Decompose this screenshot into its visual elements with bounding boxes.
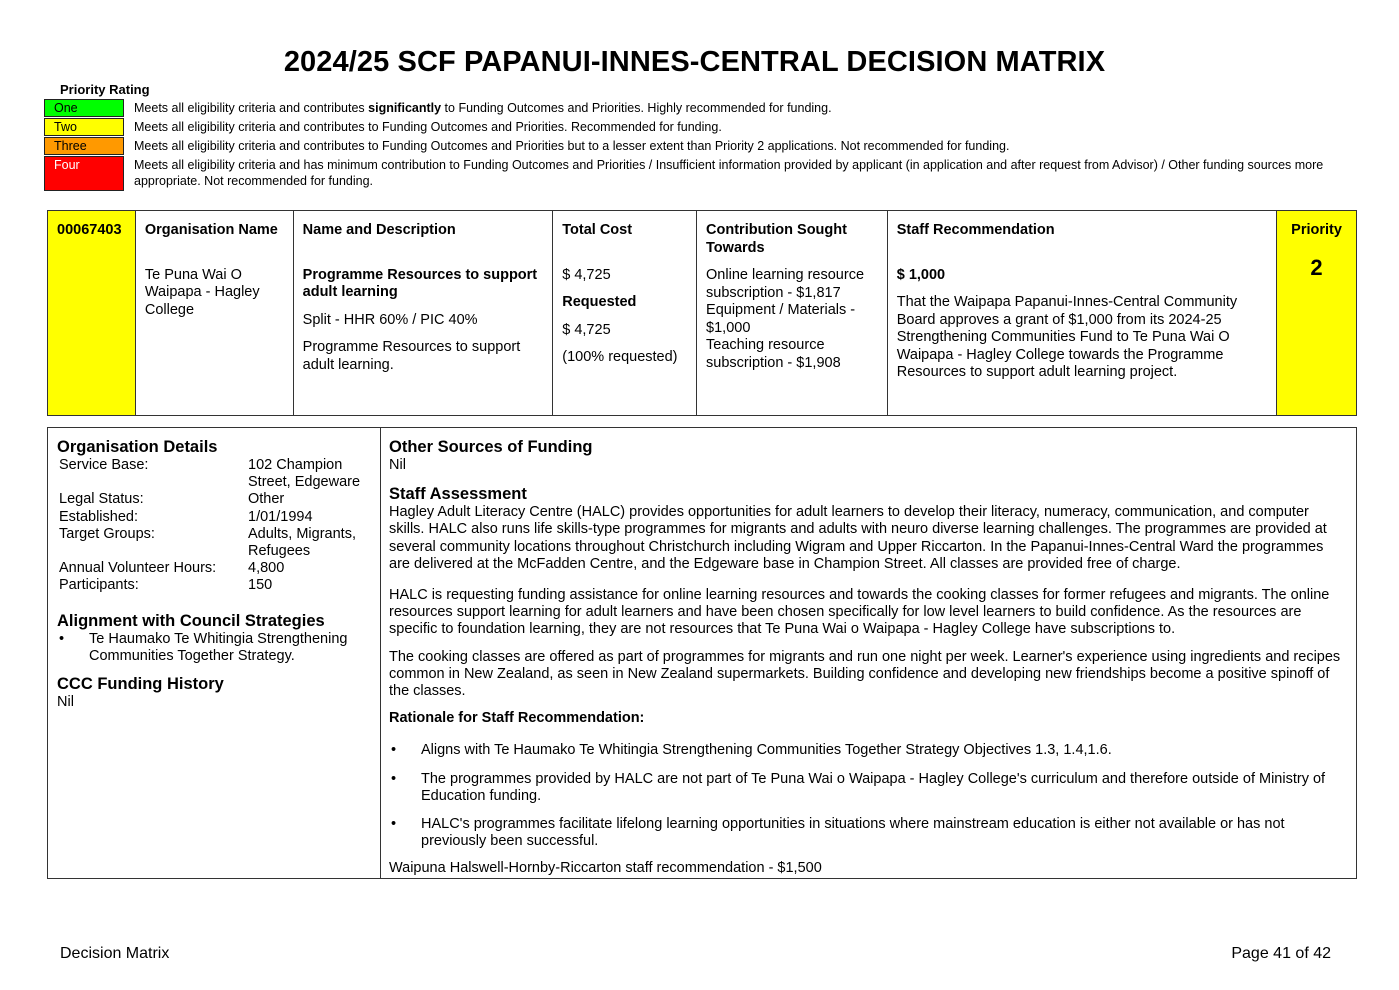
- detail-row: [59, 457, 371, 491]
- detail-row: [59, 577, 371, 594]
- organisation-details-heading: Organisation Details: [57, 438, 218, 456]
- detail-row: [59, 491, 371, 508]
- priority-rating-heading: Priority Rating: [60, 82, 150, 97]
- detail-value: Other: [248, 491, 285, 508]
- detail-key: Service Base:: [59, 457, 149, 473]
- priority-row-one: [44, 99, 1324, 117]
- rationale-item-text: Aligns with Te Haumako Te Whitingia Strengthening Communities Together Strategy Objectives 1.3, 1.4,1.6.: [421, 742, 1112, 759]
- detail-value: 102 Champion Street, Edgeware: [248, 457, 361, 491]
- assessment-paragraph: The cooking classes are offered as part of programmes for migrants and run one night per week. Learner's experience using ingredients and recipes common in New Zealand, as seen in New Zealand supermarkets. Building confidence and developing new friendships become a positive spinoff of the classes.: [389, 648, 1341, 700]
- requested-percent: (100% requested): [562, 349, 678, 365]
- rationale-item-text: HALC's programmes facilitate lifelong learning opportunities in situations where mainstream education is either not available or has not previously been successful.: [421, 816, 1285, 850]
- contribution-header: Contribution Sought Towards: [706, 222, 847, 256]
- rationale-item: [389, 771, 1348, 805]
- detail-key: Annual Volunteer Hours:: [59, 560, 217, 577]
- priority-row-four: [44, 156, 1324, 191]
- detail-row: [59, 509, 371, 526]
- bullet-icon: •: [391, 742, 397, 759]
- contribution-item: Equipment / Materials - $1,000: [706, 302, 856, 336]
- detail-key: Target Groups:: [59, 525, 155, 542]
- priority-cell: [1277, 211, 1356, 415]
- detail-value: 150: [248, 577, 273, 594]
- funding-split: Split - HHR 60% / PIC 40%: [302, 311, 478, 328]
- priority-header: Priority: [1291, 222, 1342, 238]
- priority-row-three: [44, 137, 1324, 155]
- total-cost-header: Total Cost: [562, 222, 633, 238]
- rationale-heading: Rationale for Staff Recommendation:: [389, 710, 645, 727]
- assessment-pane: [381, 428, 1356, 878]
- rationale-item-text: The programmes provided by HALC are not part of Te Puna Wai o Waipapa - Hagley College's curriculum and therefore outside of Ministry of Education funding.: [421, 770, 1326, 804]
- priority-row-two: [44, 118, 1324, 136]
- organisation-header: Organisation Name: [144, 222, 278, 238]
- programme-title: Programme Resources to support adult learning: [302, 266, 538, 300]
- staff-recommendation-text: That the Waipapa Papanui-Innes-Central Community Board approves a grant of $1,000 from its 2024-25 Strengthening Communities Fund to Te Puna Wai O Waipapa - Hagley College towards the Programme Resources to support adult learning project.: [896, 294, 1238, 380]
- name-description-cell: [294, 211, 554, 415]
- priority-swatch-four: Four: [44, 156, 124, 191]
- total-cost-value: $ 4,725: [562, 266, 611, 283]
- footer-title: Decision Matrix: [60, 945, 170, 962]
- detail-panel: [47, 427, 1357, 879]
- programme-description: Programme Resources to support adult learning.: [302, 339, 521, 373]
- priority-desc-one: Meets all eligibility criteria and contributes significantly to Funding Outcomes and Priorities. Highly recommended for funding.: [134, 101, 832, 115]
- requested-label: Requested: [562, 294, 637, 310]
- alignment-item: [57, 631, 371, 665]
- total-cost-cell: [553, 211, 697, 415]
- alignment-item-text: Te Haumako Te Whitingia Strengthening Communities Together Strategy.: [89, 630, 348, 664]
- priority-swatch-one: One: [44, 99, 124, 117]
- other-funding-value: Nil: [389, 457, 406, 473]
- priority-value: 2: [1310, 254, 1323, 280]
- alignment-heading: Alignment with Council Strategies: [57, 611, 325, 630]
- detail-key: Participants:: [59, 577, 139, 594]
- detail-value: 1/01/1994: [248, 508, 313, 525]
- priority-desc-two: Meets all eligibility criteria and contributes to Funding Outcomes and Priorities. Recommended for funding.: [134, 120, 722, 134]
- other-funding-heading: Other Sources of Funding: [389, 438, 593, 456]
- detail-key: Established:: [59, 508, 138, 525]
- assessment-paragraph: HALC is requesting funding assistance for online learning resources and towards the cooking classes for former refugees and migrants. The online resources support learning for adult learners and have been chosen specifically for low level learners to build confidence. As the resources are specific to foundation learning, they are not resources that Te Puna Wai o Waipapa - Hagley College have subscriptions to.: [389, 587, 1330, 638]
- staff-recommendation-amount: $ 1,000: [896, 266, 946, 283]
- bullet-icon: •: [59, 630, 65, 647]
- funding-history-heading: CCC Funding History: [57, 675, 224, 694]
- contribution-item: Teaching resource subscription - $1,908: [706, 337, 841, 371]
- detail-value: Adults, Migrants, Refugees: [248, 525, 356, 560]
- staff-recommendation-cell: [888, 211, 1277, 415]
- priority-swatch-three: Three: [44, 137, 124, 155]
- rationale-item: [389, 742, 1348, 759]
- priority-desc-three: Meets all eligibility criteria and contributes to Funding Outcomes and Priorities but to a lesser extent than Priority 2 applications. Not recommended for funding.: [134, 139, 1010, 153]
- detail-row: [59, 526, 371, 560]
- staff-recommendation-header: Staff Recommendation: [896, 222, 1055, 238]
- funding-history-value: Nil: [57, 694, 74, 711]
- other-ward-recommendation: Waipuna Halswell-Hornby-Riccarton staff recommendation - $1,500: [389, 860, 822, 877]
- bullet-icon: •: [391, 816, 397, 833]
- page-title: 2024/25 SCF PAPANUI-INNES-CENTRAL DECISION MATRIX: [283, 46, 1106, 78]
- staff-assessment-heading: Staff Assessment: [389, 485, 527, 504]
- application-id: 00067403: [48, 211, 136, 415]
- detail-row: [59, 560, 371, 577]
- detail-value: 4,800: [248, 560, 285, 577]
- assessment-paragraph: Hagley Adult Literacy Centre (HALC) provides opportunities for adult learners to develop their literacy, numeracy, communication, and computer skills. HALC also runs life skills-type programmes for migrants and adults with neuro diverse learning challenges. The programmes are provided at several community locations throughout Christchurch including Wigram and Upper Riccarton. In the Papanui-Innes-Central Ward the programmes are delivered at the McFadden Centre, and the Edgeware base in Champion Street. All classes are provided free of charge.: [389, 504, 1327, 572]
- page-number: Page 41 of 42: [1231, 945, 1331, 962]
- bullet-icon: •: [391, 770, 397, 787]
- detail-key: Legal Status:: [59, 491, 144, 508]
- rationale-item: [389, 816, 1348, 850]
- contribution-item: Online learning resource subscription - $1,817: [706, 267, 865, 301]
- priority-desc-four: Meets all eligibility criteria and has minimum contribution to Funding Outcomes and Priorities / Insufficient information provided by applicant (in application and after request from Advisor) / Other funding sources more appropriate. Not recommended for funding.: [134, 158, 1324, 188]
- requested-amount: $ 4,725: [562, 321, 611, 338]
- priority-swatch-two: Two: [44, 118, 124, 136]
- contribution-cell: [697, 211, 888, 415]
- organisation-cell: [136, 211, 294, 415]
- organisation-details-pane: [48, 428, 381, 878]
- name-description-header: Name and Description: [302, 222, 456, 238]
- organisation-name: Te Puna Wai O Waipapa - Hagley College: [144, 266, 260, 318]
- application-table: [47, 210, 1357, 416]
